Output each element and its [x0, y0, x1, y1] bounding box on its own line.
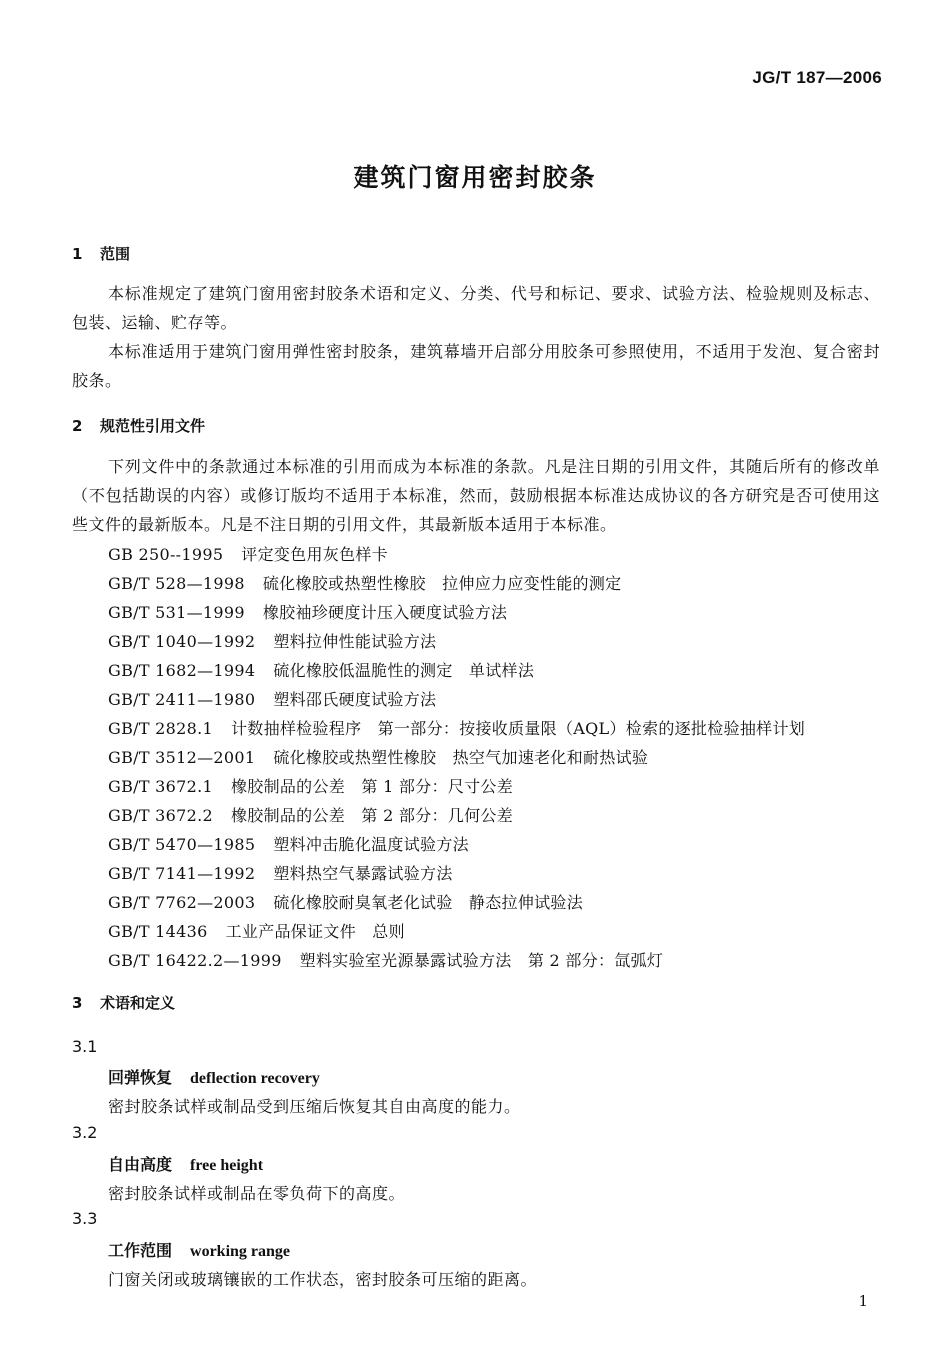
normative-reference-list	[108, 540, 805, 975]
section-3-heading	[72, 992, 175, 1013]
reference-item	[108, 888, 805, 917]
reference-item	[108, 714, 805, 743]
section-number: 3	[72, 994, 83, 1012]
reference-title: 塑料实验室光源暴露试验方法 第 2 部分：氙弧灯	[299, 951, 664, 970]
reference-code: GB/T 5470—1985	[108, 835, 256, 854]
reference-title: 硫化橡胶耐臭氧老化试验 静态拉伸试验法	[273, 893, 584, 912]
term-heading	[108, 1238, 290, 1261]
reference-title: 硫化橡胶或热塑性橡胶 热空气加速老化和耐热试验	[273, 748, 649, 767]
reference-title: 计数抽样检验程序 第一部分：按接收质量限（AQL）检索的逐批检验抽样计划	[230, 719, 806, 738]
reference-title: 塑料拉伸性能试验方法	[273, 632, 437, 651]
reference-title: 塑料邵氏硬度试验方法	[273, 690, 437, 709]
section-2-intro: 下列文件中的条款通过本标准的引用而成为本标准的条款。凡是注日期的引用文件，其随后所有的修改单（不包括勘误的内容）或修订版均不适用于本标准，然而，鼓励根据本标准达成协议的各方研究是否可使用这些文件的最新版本。凡是不注日期的引用文件，其最新版本适用于本标准。	[72, 457, 880, 534]
reference-code: GB/T 2828.1	[108, 719, 213, 738]
reference-title: 塑料热空气暴露试验方法	[273, 864, 453, 883]
reference-title: 评定变色用灰色样卡	[241, 545, 388, 564]
reference-code: GB/T 1682—1994	[108, 661, 256, 680]
reference-code: GB/T 3672.2	[108, 806, 213, 825]
reference-code: GB/T 2411—1980	[108, 690, 256, 709]
section-number: 2	[72, 417, 83, 435]
reference-item	[108, 569, 805, 598]
term-zh: 工作范围	[108, 1241, 173, 1260]
reference-item	[108, 540, 805, 569]
term-zh: 回弹恢复	[108, 1068, 173, 1087]
reference-code: GB/T 7762—2003	[108, 893, 256, 912]
term-number: 3.3	[72, 1209, 98, 1228]
reference-item	[108, 685, 805, 714]
reference-code: GB/T 531—1999	[108, 603, 245, 622]
term-heading	[108, 1065, 320, 1088]
reference-code: GB/T 7141—1992	[108, 864, 256, 883]
section-2-heading	[72, 415, 205, 436]
reference-item	[108, 772, 805, 801]
term-heading	[108, 1152, 263, 1175]
term-number: 3.1	[72, 1037, 98, 1056]
reference-code: GB/T 1040—1992	[108, 632, 256, 651]
section-1-heading	[72, 243, 130, 264]
term-definition: 密封胶条试样或制品在零负荷下的高度。	[108, 1184, 406, 1203]
reference-item	[108, 598, 805, 627]
term-zh: 自由高度	[108, 1155, 173, 1174]
page-number: 1	[858, 1292, 868, 1310]
standard-code: JG/T 187—2006	[752, 68, 882, 87]
reference-title: 橡胶制品的公差 第 1 部分：尺寸公差	[230, 777, 514, 796]
section-title: 术语和定义	[100, 994, 176, 1012]
reference-code: GB 250--1995	[108, 545, 224, 564]
reference-item	[108, 743, 805, 772]
reference-item	[108, 830, 805, 859]
section-1-paragraph: 本标准规定了建筑门窗用密封胶条术语和定义、分类、代号和标记、要求、试验方法、检验规则及标志、包装、运输、贮存等。	[72, 284, 880, 332]
document-title: 建筑门窗用密封胶条	[353, 163, 597, 192]
reference-title: 工业产品保证文件 总则	[225, 922, 405, 941]
term-en: free height	[190, 1157, 264, 1174]
section-1-paragraph: 本标准适用于建筑门窗用弹性密封胶条，建筑幕墙开启部分用胶条可参照使用，不适用于发泡、复合密封胶条。	[72, 342, 880, 390]
reference-code: GB/T 3512—2001	[108, 748, 256, 767]
reference-title: 硫化橡胶低温脆性的测定 单试样法	[273, 661, 535, 680]
term-number: 3.2	[72, 1123, 98, 1142]
reference-item	[108, 627, 805, 656]
reference-title: 橡胶袖珍硬度计压入硬度试验方法	[262, 603, 508, 622]
reference-item	[108, 946, 805, 975]
reference-title: 橡胶制品的公差 第 2 部分：几何公差	[230, 806, 514, 825]
term-en: working range	[190, 1243, 291, 1260]
reference-code: GB/T 3672.1	[108, 777, 213, 796]
term-en: deflection recovery	[190, 1070, 320, 1087]
reference-title: 塑料冲击脆化温度试验方法	[273, 835, 469, 854]
reference-item	[108, 859, 805, 888]
reference-code: GB/T 16422.2—1999	[108, 951, 282, 970]
reference-item	[108, 917, 805, 946]
reference-code: GB/T 14436	[108, 922, 208, 941]
reference-item	[108, 656, 805, 685]
reference-title: 硫化橡胶或热塑性橡胶 拉伸应力应变性能的测定	[262, 574, 622, 593]
section-number: 1	[72, 245, 83, 263]
section-title: 范围	[100, 245, 131, 263]
term-definition: 门窗关闭或玻璃镶嵌的工作状态，密封胶条可压缩的距离。	[108, 1270, 538, 1289]
term-definition: 密封胶条试样或制品受到压缩后恢复其自由高度的能力。	[108, 1097, 521, 1116]
reference-code: GB/T 528—1998	[108, 574, 245, 593]
reference-item	[108, 801, 805, 830]
section-title: 规范性引用文件	[100, 417, 206, 435]
